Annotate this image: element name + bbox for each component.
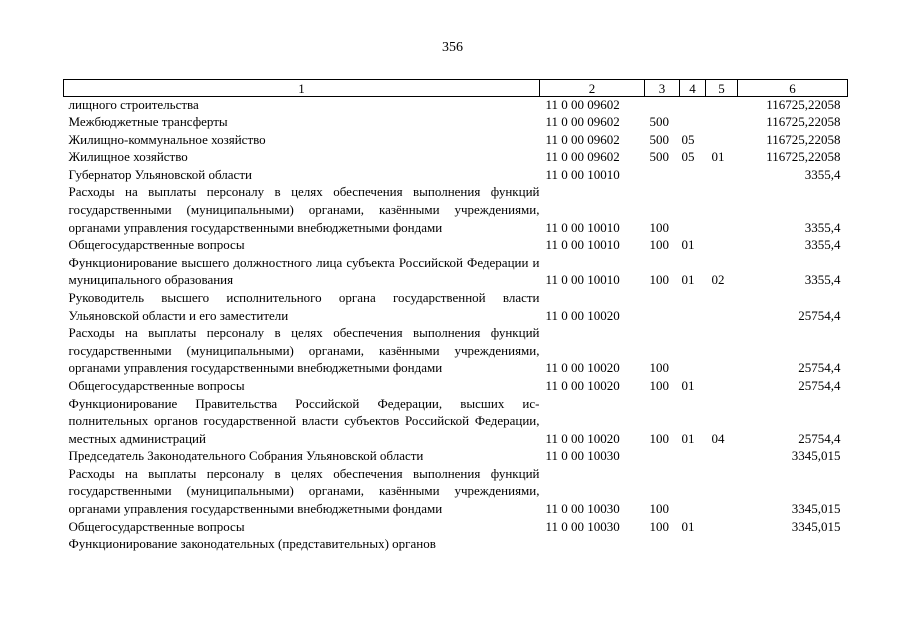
row-subsection [706, 183, 738, 236]
row-subsection: 04 [711, 430, 725, 446]
row-target-code: 11 0 00 10030 [545, 501, 620, 517]
row-amount: 116725,22058 [766, 131, 841, 147]
row-name: Жилищно-коммунальное хозяйство [68, 131, 266, 147]
header-col-name: 1 [64, 80, 540, 97]
row-subsection [706, 535, 738, 553]
row-target-code: 11 0 00 09602 [545, 149, 620, 165]
page-number: 356 [442, 40, 463, 55]
table-row [64, 131, 848, 149]
row-name: Председатель Законодательного Собрания Ульяновской области [68, 448, 424, 464]
row-section [680, 183, 706, 236]
row-section [680, 97, 706, 114]
row-expense-type: 500 [649, 149, 669, 165]
row-expense-type [645, 535, 680, 553]
row-subsection [706, 447, 738, 465]
header-col-code: 2 [540, 80, 645, 97]
row-expense-type [645, 289, 680, 324]
row-expense-type: 100 [649, 237, 669, 253]
table-row [64, 254, 848, 289]
row-name: лищного строительства [68, 97, 199, 112]
row-expense-type: 100 [649, 377, 669, 393]
table-row [64, 377, 848, 395]
table-row [64, 465, 848, 518]
row-amount: 25754,4 [798, 377, 841, 393]
row-subsection [706, 97, 738, 114]
row-subsection [706, 377, 738, 395]
row-subsection [706, 324, 738, 377]
table-row [64, 324, 848, 377]
table-row [64, 148, 848, 166]
row-name: Общегосударственные вопросы [68, 377, 245, 393]
row-section [680, 166, 706, 184]
row-section: 01 [681, 272, 695, 288]
row-expense-type: 100 [649, 501, 669, 517]
table-row [64, 236, 848, 254]
row-section: 05 [681, 149, 695, 165]
table-row [64, 97, 848, 114]
row-target-code: 11 0 00 10020 [545, 377, 620, 393]
row-name: Расходы на выплаты персоналу в целях обеспечения выполнения функций государственными (муниципальными) органами, казёнными учреждениями, органами управления государственными внебюджетными фондами [68, 465, 540, 517]
row-section: 01 [681, 237, 695, 253]
row-name: Губернатор Ульяновской области [68, 166, 252, 182]
row-section [680, 113, 706, 131]
header-col-amount: 6 [738, 80, 848, 97]
row-amount: 3355,4 [804, 166, 841, 182]
row-name: Общегосударственные вопросы [68, 237, 245, 253]
row-name: Функционирование высшего должностного лица субъекта Российской Федерации и муниципального образования [68, 254, 540, 288]
row-target-code: 11 0 00 10010 [545, 219, 620, 235]
row-subsection [706, 518, 738, 536]
header-col-pr: 5 [706, 80, 738, 97]
row-name: Жилищное хозяйство [68, 149, 188, 165]
row-expense-type: 500 [649, 114, 669, 129]
row-target-code: 11 0 00 10030 [545, 448, 620, 464]
table-row [64, 447, 848, 465]
header-col-rz: 4 [680, 80, 706, 97]
row-name: Расходы на выплаты персоналу в целях обеспечения выполнения функций государственными (муниципальными) органами, казёнными учреждениями, органами управления государственными внебюджетными фондами [68, 184, 540, 235]
row-section [680, 324, 706, 377]
table-header [64, 80, 848, 97]
row-target-code: 11 0 00 09602 [545, 114, 620, 129]
row-target-code: 11 0 00 09602 [545, 97, 620, 112]
table-row [64, 166, 848, 184]
row-amount: 25754,4 [798, 360, 841, 376]
table-row [64, 395, 848, 448]
table-row [64, 535, 848, 553]
row-name: Функционирование Правительства Российской Федерации, высших исполнительных органов государственной власти субъектов Российской Федерации, местных администраций [68, 395, 540, 446]
row-section [680, 289, 706, 324]
row-subsection [706, 113, 738, 131]
row-target-code [540, 535, 645, 553]
row-target-code: 11 0 00 09602 [545, 131, 620, 147]
row-amount: 3345,015 [791, 518, 841, 534]
row-amount: 25754,4 [798, 430, 841, 446]
row-subsection: 01 [711, 149, 725, 165]
row-target-code: 11 0 00 10020 [545, 430, 620, 446]
row-amount: 3345,015 [791, 501, 841, 517]
row-amount: 116725,22058 [766, 114, 841, 129]
row-target-code: 11 0 00 10010 [545, 237, 620, 253]
row-name: Межбюджетные трансферты [68, 114, 228, 129]
table-row [64, 183, 848, 236]
row-subsection [706, 289, 738, 324]
row-target-code: 11 0 00 10010 [545, 166, 620, 182]
row-expense-type: 100 [649, 360, 669, 376]
row-target-code: 11 0 00 10010 [545, 272, 620, 288]
row-section: 05 [681, 131, 695, 147]
row-expense-type [645, 447, 680, 465]
row-section [680, 447, 706, 465]
row-amount: 25754,4 [798, 307, 841, 323]
row-section: 01 [681, 430, 695, 446]
budget-table [63, 79, 848, 553]
header-row [64, 80, 848, 97]
row-name: Общегосударственные вопросы [68, 518, 245, 534]
row-amount [738, 535, 848, 553]
row-amount: 3355,4 [804, 272, 841, 288]
row-section: 01 [681, 518, 695, 534]
row-section [680, 535, 706, 553]
table-row [64, 518, 848, 536]
row-amount: 3355,4 [804, 219, 841, 235]
row-expense-type: 100 [649, 272, 669, 288]
row-amount: 116725,22058 [766, 97, 841, 112]
row-name: Функционирование законодательных (представительных) органов [68, 536, 436, 552]
table-row [64, 113, 848, 131]
table-row [64, 289, 848, 324]
row-expense-type: 100 [649, 219, 669, 235]
row-expense-type [645, 97, 680, 114]
header-col-vr: 3 [645, 80, 680, 97]
row-subsection [706, 131, 738, 149]
row-expense-type: 100 [649, 518, 669, 534]
row-amount: 3345,015 [791, 448, 841, 464]
row-target-code: 11 0 00 10020 [545, 360, 620, 376]
row-name: Руководитель высшего исполнительного органа государственной власти Ульяновской области и его заместители [68, 289, 540, 323]
row-name: Расходы на выплаты персоналу в целях обеспечения выполнения функций государственными (муниципальными) органами, казёнными учреждениями, органами управления государственными внебюджетными фондами [68, 325, 540, 376]
row-expense-type: 500 [649, 131, 669, 147]
row-subsection [706, 465, 738, 518]
row-expense-type [645, 166, 680, 184]
row-target-code: 11 0 00 10030 [545, 518, 620, 534]
row-section: 01 [681, 377, 695, 393]
row-subsection [706, 166, 738, 184]
row-subsection: 02 [711, 272, 725, 288]
row-target-code: 11 0 00 10020 [545, 307, 620, 323]
table-body [64, 97, 848, 553]
row-amount: 116725,22058 [766, 149, 841, 165]
row-subsection [706, 236, 738, 254]
row-section [680, 465, 706, 518]
row-amount: 3355,4 [804, 237, 841, 253]
row-expense-type: 100 [649, 430, 669, 446]
